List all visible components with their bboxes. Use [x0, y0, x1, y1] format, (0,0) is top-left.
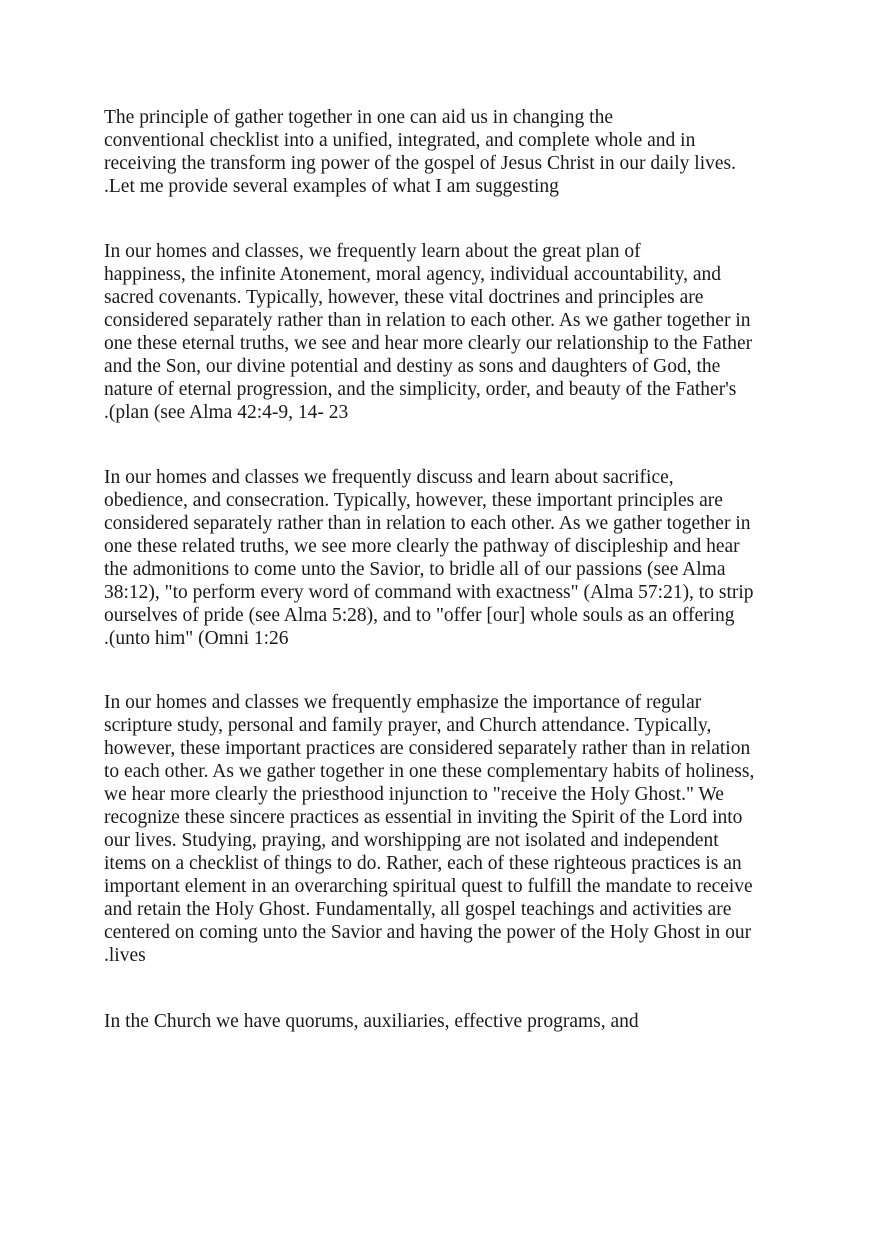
- paragraph-sacrifice: [104, 466, 754, 650]
- text-line: .Let me provide several examples of what I am suggesting: [104, 176, 559, 197]
- text-line: The principle of gather together in one can aid us in changing the: [104, 107, 613, 128]
- text-line: In the Church we have quorums, auxiliaries, effective programs, and: [104, 1011, 639, 1032]
- text-line: In our homes and classes we frequently discuss and learn about sacrifice,: [104, 467, 674, 488]
- text-line: we hear more clearly the priesthood injunction to "receive the Holy Ghost." We: [104, 784, 724, 805]
- text-line: sacred covenants. Typically, however, these vital doctrines and principles are: [104, 287, 704, 308]
- paragraph-scripture-study: [104, 691, 754, 967]
- text-line: to each other. As we gather together in one these complementary habits of holiness,: [104, 761, 755, 782]
- text-line: items on a checklist of things to do. Rather, each of these righteous practices is an: [104, 853, 742, 874]
- text-line: happiness, the infinite Atonement, moral agency, individual accountability, and: [104, 264, 721, 285]
- text-line: ourselves of pride (see Alma 5:28), and to "offer [our] whole souls as an offering: [104, 605, 735, 626]
- text-line: receiving the transform ing power of the gospel of Jesus Christ in our daily lives.: [104, 153, 736, 174]
- text-line: conventional checklist into a unified, integrated, and complete whole and in: [104, 130, 696, 151]
- text-line: one these eternal truths, we see and hear more clearly our relationship to the Father: [104, 333, 753, 354]
- text-line: In our homes and classes we frequently emphasize the importance of regular: [104, 692, 702, 713]
- paragraph-quorums: [104, 1010, 639, 1033]
- paragraph-intro: [104, 106, 736, 198]
- text-line: recognize these sincere practices as essential in inviting the Spirit of the Lord into: [104, 807, 743, 828]
- text-line: obedience, and consecration. Typically, however, these important principles are: [104, 490, 723, 511]
- text-line: and the Son, our divine potential and destiny as sons and daughters of God, the: [104, 356, 721, 377]
- text-line: the admonitions to come unto the Savior, to bridle all of our passions (see Alma: [104, 559, 726, 580]
- text-line: our lives. Studying, praying, and worshipping are not isolated and independent: [104, 830, 719, 851]
- text-line: scripture study, personal and family prayer, and Church attendance. Typically,: [104, 715, 712, 736]
- text-line: one these related truths, we see more clearly the pathway of discipleship and hear: [104, 536, 740, 557]
- text-line: .(unto him" (Omni 1:26: [104, 628, 289, 649]
- text-line: and retain the Holy Ghost. Fundamentally, all gospel teachings and activities are: [104, 899, 732, 920]
- paragraph-plan-of-happiness: [104, 240, 752, 424]
- text-line: centered on coming unto the Savior and having the power of the Holy Ghost in our: [104, 922, 752, 943]
- text-line: considered separately rather than in relation to each other. As we gather together in: [104, 310, 751, 331]
- text-line: important element in an overarching spiritual quest to fulfill the mandate to receive: [104, 876, 753, 897]
- text-line: In our homes and classes, we frequently learn about the great plan of: [104, 241, 641, 262]
- text-line: however, these important practices are considered separately rather than in relation: [104, 738, 751, 759]
- text-line: .(plan (see Alma 42:4-9, 14- 23: [104, 402, 349, 423]
- text-line: considered separately rather than in relation to each other. As we gather together in: [104, 513, 751, 534]
- text-line: .lives: [104, 945, 146, 966]
- text-line: 38:12), "to perform every word of command with exactness" (Alma 57:21), to strip: [104, 582, 754, 603]
- text-line: nature of eternal progression, and the simplicity, order, and beauty of the Father's: [104, 379, 737, 400]
